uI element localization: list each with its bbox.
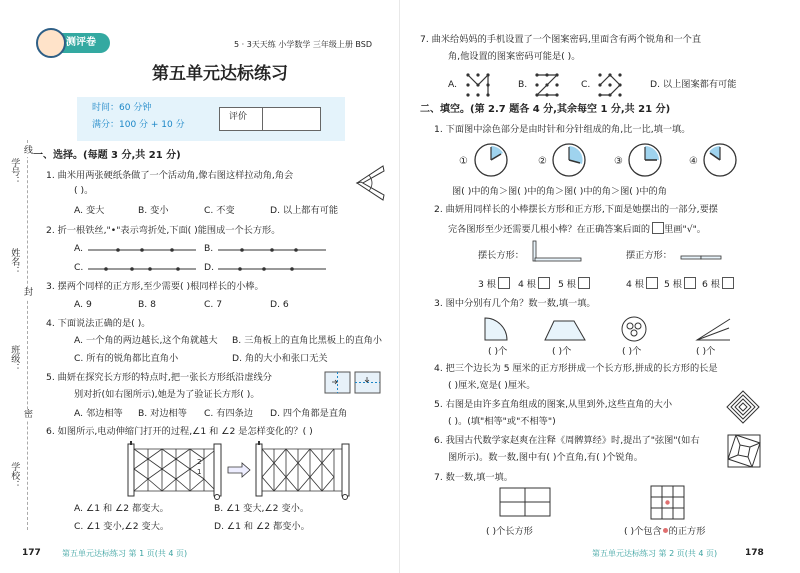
square-opt-6[interactable]: 6 根 — [702, 277, 734, 291]
q6-option-a[interactable]: A. ∠1 和 ∠2 都变大。 — [74, 503, 169, 514]
page-divider — [399, 0, 400, 573]
clock-1-icon — [474, 143, 508, 177]
wire-d — [218, 267, 328, 271]
nested-angles-figure — [726, 390, 760, 424]
badge-label: 测评卷 — [66, 37, 96, 48]
margin-line2: 封 — [24, 288, 34, 298]
margin-banji: 班级： — [9, 345, 20, 372]
mascot-icon — [36, 28, 66, 58]
telescopic-gate-figure — [128, 441, 354, 501]
f3-blank-1[interactable]: ( )个 — [488, 346, 508, 357]
binding-line — [27, 140, 28, 530]
footer-left-text: 第五单元达标练习 第 1 页(共 4 页) — [62, 549, 188, 558]
f4-stem: 4. 把三个边长为 5 厘米的正方形拼成一个长方形,拼成的长方形的长是 — [434, 363, 718, 374]
q5-option-c[interactable]: C. 有四条边 — [204, 408, 254, 419]
checkbox[interactable] — [538, 277, 550, 289]
rect-label: 摆长方形： — [478, 250, 524, 261]
gate-angle-2: 2 — [197, 458, 202, 466]
q3-option-d[interactable]: D. 6 — [270, 299, 289, 310]
sample-box-icon — [652, 222, 664, 234]
q2-label-d[interactable]: D. — [204, 262, 214, 273]
page-number-left: 177 — [22, 548, 41, 558]
q5-stem2: 别对折(如右图所示),她是为了验证长方形( )。 — [74, 389, 260, 400]
q1-option-c[interactable]: C. 不变 — [204, 205, 235, 216]
checkbox[interactable] — [578, 277, 590, 289]
f7-blank-2[interactable]: ( )个包含 的正方形 — [624, 526, 706, 537]
rect-opt-4[interactable]: 4 根 — [518, 277, 550, 291]
q6-option-c[interactable]: C. ∠1 变小,∠2 变大。 — [74, 521, 170, 532]
clock-num-1: ① — [459, 156, 468, 167]
q6-option-b[interactable]: B. ∠1 变大,∠2 变小。 — [214, 503, 310, 514]
score-text: 满分：100 分 + 10 分 — [92, 120, 185, 130]
clock-4-icon — [703, 143, 737, 177]
face-circle-figure — [621, 316, 647, 342]
q4-option-a[interactable]: A. 一个角的两边越长,这个角就越大 — [74, 335, 218, 346]
f3-blank-4[interactable]: ( )个 — [696, 346, 716, 357]
q3-option-b[interactable]: B. 8 — [138, 299, 156, 310]
margin-line3: 密 — [24, 410, 34, 420]
q1-option-d[interactable]: D. 以上都有可能 — [270, 205, 339, 216]
series-text: 5 · 3天天练 小学数学 三年级上册 BSD — [234, 40, 373, 49]
f7-blank-1[interactable]: ( )个长方形 — [486, 526, 533, 537]
page-title: 第五单元达标练习 — [152, 64, 288, 84]
square-opt-5[interactable]: 5 根 — [664, 277, 696, 291]
f3-blank-2[interactable]: ( )个 — [552, 346, 572, 357]
margin-xuexiao: 学校： — [9, 462, 20, 489]
wire-c — [88, 267, 198, 271]
grid-squares-figure — [650, 485, 686, 521]
trapezoid-figure — [544, 320, 586, 342]
q2-stem: 2. 折一根铁丝,"•"表示弯折处,下面( )能围成一个长方形。 — [46, 225, 281, 236]
wire-a — [88, 248, 198, 252]
checkbox[interactable] — [498, 277, 510, 289]
f4-stem2[interactable]: ( )厘米,宽是( )厘米。 — [448, 380, 536, 391]
rect-opt-5[interactable]: 5 根 — [558, 277, 590, 291]
checkbox[interactable] — [684, 277, 696, 289]
q2-label-a[interactable]: A. — [74, 243, 84, 254]
q5-stem: 5. 曲妍在探究长方形的特点时,把一张长方形纸沿虚线分 — [46, 372, 272, 383]
section2-heading: 二、填空。(第 2.7 题各 4 分,其余每空 1 分,共 21 分) — [420, 104, 671, 115]
rays-figure — [695, 318, 731, 342]
f6-stem: 6. 我国古代数学家赵爽在注释《周髀算经》时,提出了"弦图"(如右 — [434, 435, 700, 446]
q3-option-a[interactable]: A. 9 — [74, 299, 92, 310]
f1-compare[interactable]: 图( )中的角＞图( )中的角＞图( )中的角＞图( )中的角 — [452, 186, 667, 197]
margin-xingming: 姓名： — [9, 248, 20, 275]
f3-blank-3[interactable]: ( )个 — [622, 346, 642, 357]
q7-stem: 7. 曲米给妈妈的手机设置了一个图案密码,里面含有两个锐角和一个直 — [420, 34, 702, 45]
folded-paper-figure — [324, 371, 382, 395]
q7-option-a[interactable]: A. — [448, 79, 458, 90]
q7-option-c[interactable]: C. — [581, 79, 591, 90]
f1-stem: 1. 下面图中涂色部分是由时针和分针组成的角,比一比,填一填。 — [434, 124, 691, 135]
rect-opt-3[interactable]: 3 根 — [478, 277, 510, 291]
time-text: 时间：60 分钟 — [92, 103, 152, 113]
square-sticks-figure — [680, 255, 724, 261]
margin-line1: 线 — [24, 146, 34, 156]
q5-option-a[interactable]: A. 邻边相等 — [74, 408, 123, 419]
q4-stem: 4. 下面说法正确的是( )。 — [46, 318, 151, 329]
xian-figure — [727, 434, 761, 468]
f3-stem: 3. 图中分别有几个角？数一数,填一填。 — [434, 298, 596, 309]
q2-label-b[interactable]: B. — [204, 243, 214, 254]
q1-option-a[interactable]: A. 变大 — [74, 205, 105, 216]
f5-stem2[interactable]: ( )。(填"相等"或"不相等") — [448, 416, 556, 427]
q1-stem2: ( )。 — [74, 185, 94, 196]
q7-option-d[interactable]: D. 以上图案都有可能 — [650, 79, 737, 90]
pattern-a-icon — [465, 72, 491, 98]
q2-label-c[interactable]: C. — [74, 262, 84, 273]
clock-num-4: ④ — [689, 156, 698, 167]
footer-right-text: 第五单元达标练习 第 2 页(共 4 页) — [592, 549, 718, 558]
q4-option-c[interactable]: C. 所有的锐角都比直角小 — [74, 353, 179, 364]
f2-stem2: 完各图形至少还需要几根小棒？在正确答案后面的 里画"√"。 — [448, 224, 706, 235]
q6-stem: 6. 如图所示,电动伸缩门打开的过程,∠1 和 ∠2 是怎样变化的？( ) — [46, 426, 313, 437]
rating-label: 评价 — [229, 112, 248, 122]
checkbox[interactable] — [646, 277, 658, 289]
checkbox[interactable] — [722, 277, 734, 289]
q4-option-d[interactable]: D. 角的大小和张口无关 — [232, 353, 328, 364]
rectangles-figure — [499, 487, 551, 517]
pattern-b-icon — [534, 72, 560, 98]
clock-num-2: ② — [538, 156, 547, 167]
q1-option-b[interactable]: B. 变小 — [138, 205, 169, 216]
clock-2-icon — [552, 143, 586, 177]
q7-option-b[interactable]: B. — [518, 79, 528, 90]
section1-heading: 一、选择。(每题 3 分,共 21 分) — [33, 150, 181, 161]
q6-option-d[interactable]: D. ∠1 和 ∠2 都变小。 — [214, 521, 310, 532]
q4-option-b[interactable]: B. 三角板上的直角比黑板上的直角小 — [232, 335, 382, 346]
q3-option-c[interactable]: C. 7 — [204, 299, 223, 310]
q7-stem2: 角,他设置的图案密码可能是( )。 — [448, 51, 581, 62]
f5-stem: 5. 右图是由许多直角组成的图案,从里到外,这些直角的大小 — [434, 399, 673, 410]
q5-option-d[interactable]: D. 四个角都是直角 — [270, 408, 348, 419]
f7-stem: 7. 数一数,填一填。 — [434, 472, 513, 483]
square-label: 摆正方形： — [626, 250, 672, 261]
square-opt-4[interactable]: 4 根 — [626, 277, 658, 291]
q3-stem: 3. 摆两个同样的正方形,至少需要( )根同样长的小棒。 — [46, 281, 264, 292]
page-number-right: 178 — [745, 548, 764, 558]
margin-xuehao: 学号： — [9, 158, 20, 185]
sector-figure — [483, 316, 511, 342]
clock-3-icon — [628, 143, 662, 177]
f6-stem2[interactable]: 图所示)。数一数,图中有( )个直角,有( )个锐角。 — [448, 452, 643, 463]
wire-b — [218, 248, 328, 252]
pattern-c-icon — [597, 72, 623, 98]
red-dot-icon — [663, 528, 668, 533]
q1-stem: 1. 曲米用两张硬纸条做了一个活动角,像右图这样拉动角,角会 — [46, 170, 294, 181]
rect-sticks-figure — [532, 240, 584, 262]
movable-angle-figure — [355, 164, 385, 202]
gate-angle-1: 1 — [197, 468, 202, 476]
clock-num-3: ③ — [614, 156, 623, 167]
f2-stem: 2. 曲妍用同样长的小棒摆长方形和正方形,下面是她摆出的一部分,要摆 — [434, 204, 718, 215]
q5-option-b[interactable]: B. 对边相等 — [138, 408, 187, 419]
